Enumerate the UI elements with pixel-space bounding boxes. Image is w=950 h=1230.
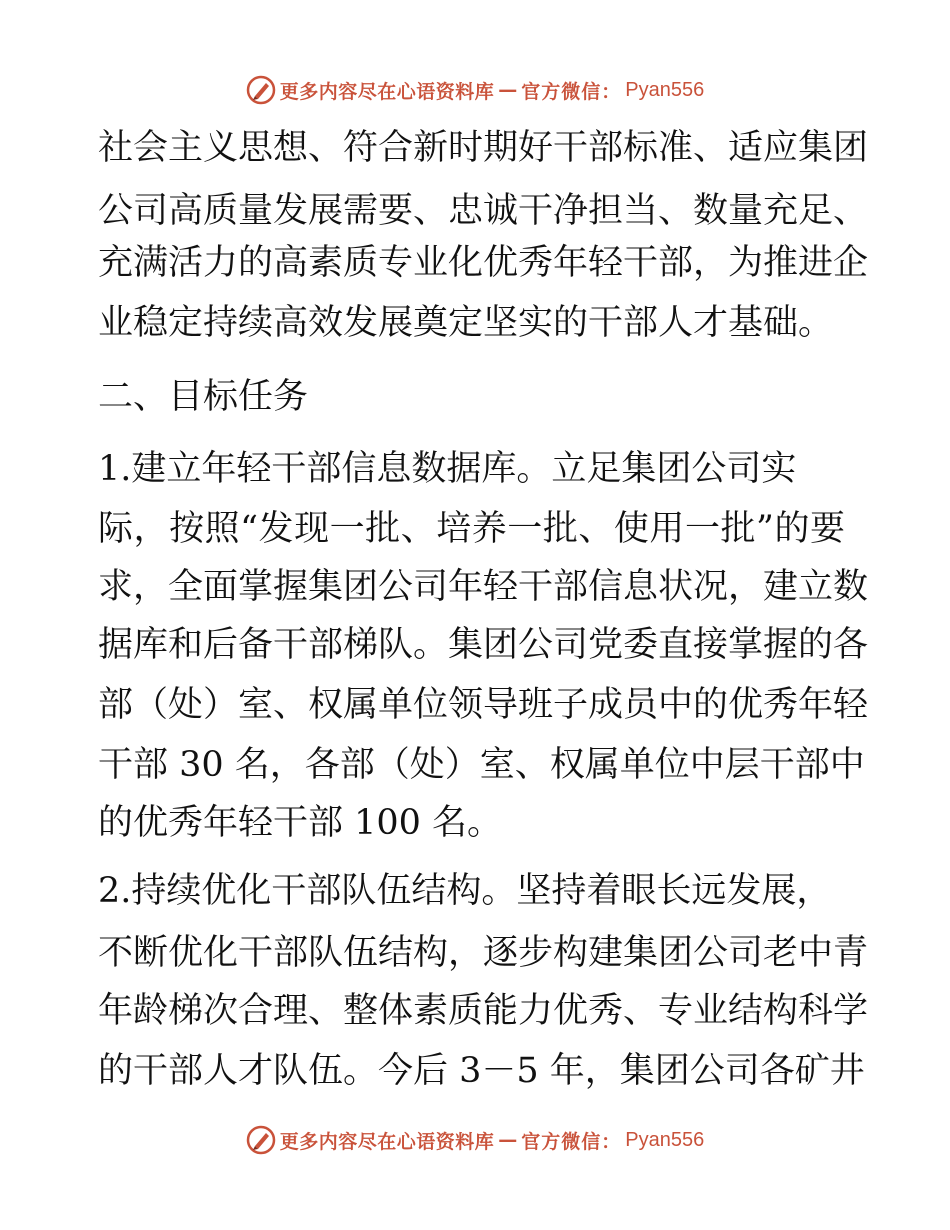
- body-line-15: 年龄梯次合理、整体素质能力优秀、专业结构科学: [98, 991, 869, 1031]
- watermark-footer: [0, 1120, 950, 1160]
- watermark-separator: —: [498, 79, 518, 101]
- body-line-3: 充满活力的高素质专业化优秀年轻干部，为推进企: [98, 243, 869, 283]
- watermark-wechat-label: 官方微信：: [521, 1130, 622, 1153]
- body-line-12: 的优秀年轻干部 100 名。: [98, 803, 503, 843]
- item-1-heading-line: 1.建立年轻干部信息数据库。立足集团公司实: [98, 449, 797, 489]
- watermark-wechat-label: 官方微信：: [521, 80, 622, 103]
- body-line-7: 际，按照“发现一批、培养一批、使用一批”的要: [98, 509, 845, 549]
- watermark-separator: —: [498, 1129, 518, 1151]
- pen-heart-logo-icon: [246, 75, 276, 105]
- body-line-14: 不断优化干部队伍结构，逐步构建集团公司老中青: [98, 933, 869, 973]
- item-2-heading-line: 2.持续优化干部队伍结构。坚持着眼长远发展，: [98, 871, 832, 911]
- watermark-wechat-id: Pyan556: [625, 78, 705, 101]
- body-line-11: 干部 30 名，各部（处）室、权属单位中层干部中: [98, 745, 865, 785]
- watermark-wechat-id: Pyan556: [625, 1128, 705, 1151]
- pen-heart-logo-icon: [246, 1125, 276, 1155]
- watermark-header: [0, 70, 950, 110]
- watermark-title: 更多内容尽在心语资料库: [279, 80, 495, 103]
- body-line-4: 业稳定持续高效发展奠定坚实的干部人才基础。: [98, 303, 834, 343]
- body-line-8: 求，全面掌握集团公司年轻干部信息状况，建立数: [98, 567, 869, 607]
- body-line-2: 公司高质量发展需要、忠诚干净担当、数量充足、: [98, 191, 869, 231]
- body-line-10: 部（处）室、权属单位领导班子成员中的优秀年轻: [98, 685, 869, 725]
- body-line-16: 的干部人才队伍。今后 3－5 年，集团公司各矿井: [98, 1051, 865, 1091]
- body-line-1: 社会主义思想、符合新时期好干部标准、适应集团: [98, 128, 869, 168]
- watermark-title: 更多内容尽在心语资料库: [279, 1130, 495, 1153]
- section-heading-goals: 二、目标任务: [98, 377, 309, 417]
- body-line-9: 据库和后备干部梯队。集团公司党委直接掌握的各: [98, 625, 869, 665]
